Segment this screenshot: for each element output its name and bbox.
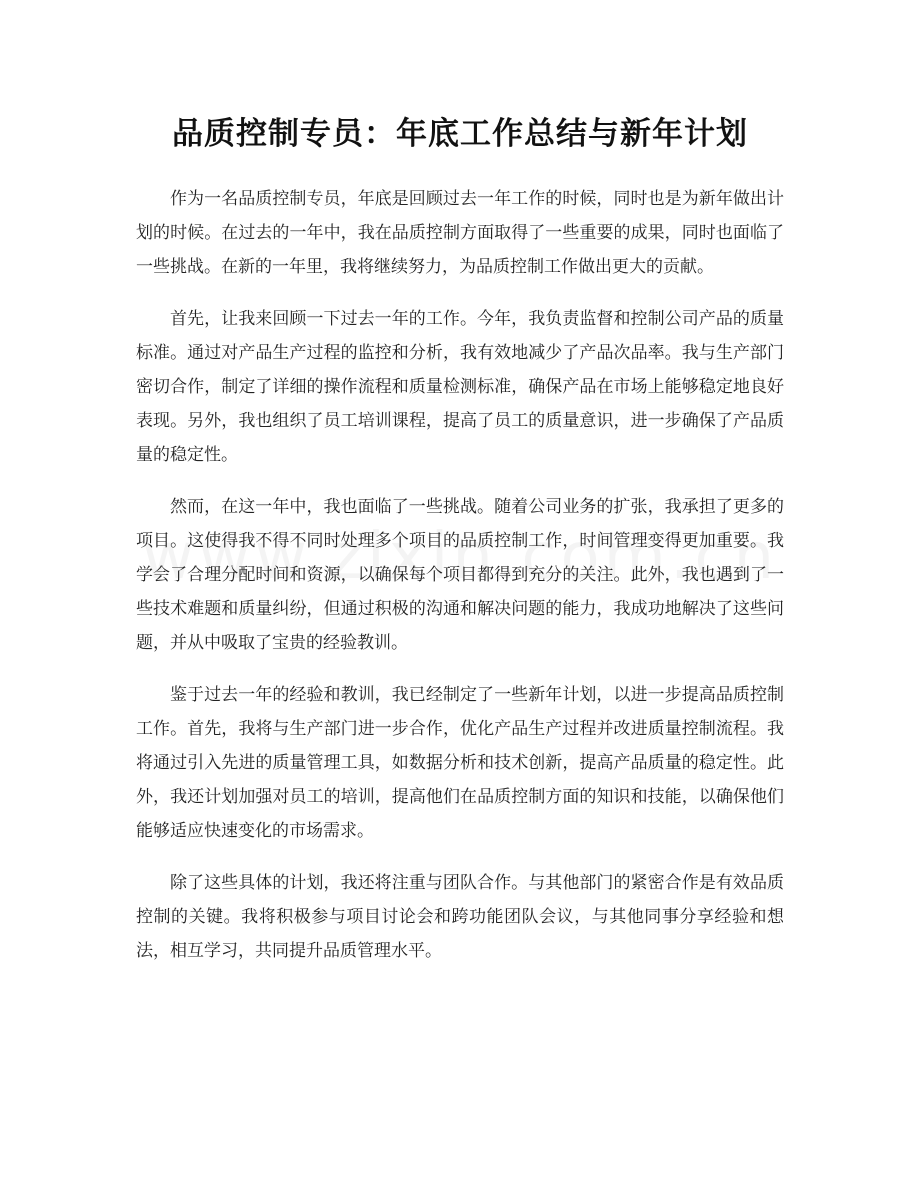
document-body [136, 182, 784, 986]
page-title: 品质控制专员：年底工作总结与新年计划 [172, 116, 748, 152]
paragraph-challenges: 然而，在这一年中，我也面临了一些挑战。随着公司业务的扩张，我承担了更多的项目。这使得我不得不同时处理多个项目的品质控制工作，时间管理变得更加重要。我学会了合理分配时间和资源，以确保每个项目都得到充分的关注。此外，我也遇到了一些技术难题和质量纠纷，但通过积极的沟通和解决问题的能力，我成功地解决了这些问题，并从中吸取了宝贵的经验教训。 [136, 497, 784, 653]
paragraph-intro: 作为一名品质控制专员，年底是回顾过去一年工作的时候，同时也是为新年做出计划的时候。在过去的一年中，我在品质控制方面取得了一些重要的成果，同时也面临了一些挑战。在新的一年里，我将继续努力，为品质控制工作做出更大的贡献。 [136, 189, 784, 277]
paragraph-plans: 鉴于过去一年的经验和教训，我已经制定了一些新年计划，以进一步提高品质控制工作。首先，我将与生产部门进一步合作，优化产品生产过程并改进质量控制流程。我将通过引入先进的质量管理工具，如数据分析和技术创新，提高产品质量的稳定性。此外，我还计划加强对员工的培训，提高他们在品质控制方面的知识和技能，以确保他们能够适应快速变化的市场需求。 [136, 685, 784, 841]
paragraph-review: 首先，让我来回顾一下过去一年的工作。今年，我负责监督和控制公司产品的质量标准。通过对产品生产过程的监控和分析，我有效地减少了产品次品率。我与生产部门密切合作，制定了详细的操作流程和质量检测标准，确保产品在市场上能够稳定地良好表现。另外，我也组织了员工培训课程，提高了员工的质量意识，进一步确保了产品质量的稳定性。 [136, 309, 784, 465]
paragraph-teamwork: 除了这些具体的计划，我还将注重与团队合作。与其他部门的紧密合作是有效品质控制的关键。我将积极参与项目讨论会和跨功能团队会议，与其他同事分享经验和想法，相互学习，共同提升品质管理水平。 [136, 873, 784, 961]
